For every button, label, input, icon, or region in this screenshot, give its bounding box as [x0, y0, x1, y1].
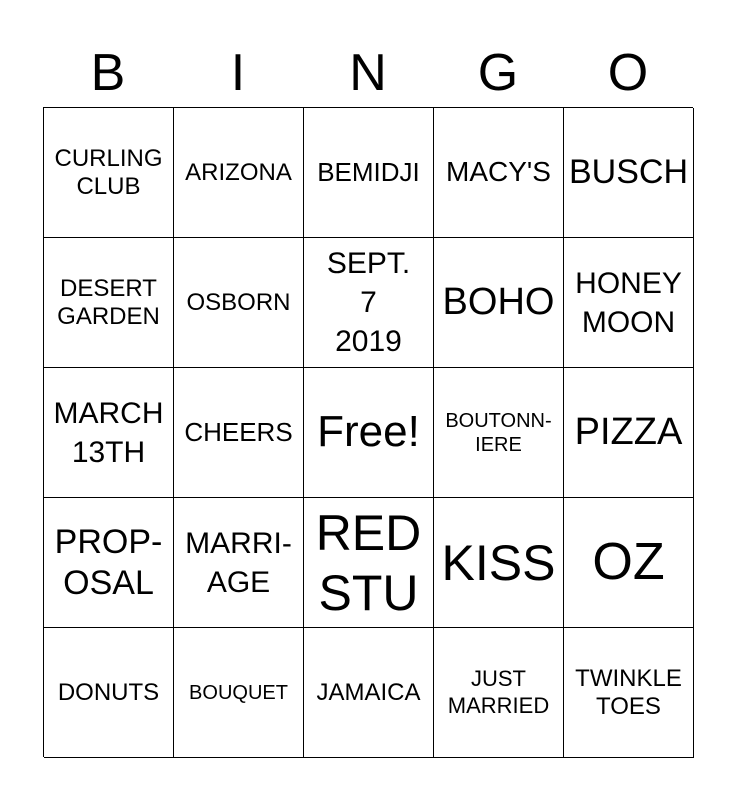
bingo-cell[interactable]: [44, 368, 174, 498]
cell-label: KISS: [441, 534, 556, 591]
header-letter-i: I: [230, 44, 246, 102]
cell-label: OSBORN: [186, 288, 291, 316]
cell-label: SEPT. 7 2019: [326, 247, 411, 358]
cell-label: CHEERS: [184, 417, 293, 448]
cell-label: MACY'S: [446, 156, 551, 188]
bingo-cell[interactable]: [304, 498, 434, 628]
bingo-cell[interactable]: [434, 628, 564, 758]
bingo-cell[interactable]: [304, 628, 434, 758]
bingo-cell[interactable]: [44, 238, 174, 368]
cell-label: BOUQUET: [189, 681, 288, 704]
bingo-cell[interactable]: [44, 108, 174, 238]
cell-label: HONEY MOON: [575, 266, 682, 339]
bingo-cell[interactable]: [174, 108, 304, 238]
bingo-cell[interactable]: [564, 498, 694, 628]
bingo-cell[interactable]: [564, 238, 694, 368]
bingo-cell[interactable]: [434, 238, 564, 368]
bingo-cell[interactable]: [174, 628, 304, 758]
cell-label: PROP- OSAL: [54, 522, 163, 602]
bingo-cell[interactable]: [564, 368, 694, 498]
bingo-cell[interactable]: [434, 368, 564, 498]
bingo-cell[interactable]: [44, 628, 174, 758]
cell-label: DESERT GARDEN: [57, 274, 160, 330]
cell-label: JUST MARRIED: [447, 666, 550, 718]
bingo-header: [43, 40, 693, 106]
header-letter-g: G: [477, 44, 519, 102]
bingo-cell[interactable]: [434, 498, 564, 628]
cell-label: BOHO: [442, 280, 555, 323]
cell-label: MARRI- AGE: [185, 526, 292, 599]
header-letter-o: O: [607, 44, 649, 102]
bingo-cell[interactable]: [174, 368, 304, 498]
bingo-cell[interactable]: [434, 108, 564, 238]
cell-label: BEMIDJI: [317, 157, 420, 188]
cell-label: RED STU: [315, 504, 422, 621]
header-letter-b: B: [90, 44, 126, 102]
cell-label: CURLING CLUB: [54, 144, 163, 200]
bingo-cell[interactable]: [304, 238, 434, 368]
bingo-cell[interactable]: [174, 238, 304, 368]
cell-label: TWINKLE TOES: [575, 664, 682, 720]
bingo-cell[interactable]: [304, 108, 434, 238]
header-letter-n: N: [349, 44, 387, 102]
cell-label: OZ: [592, 532, 665, 591]
bingo-grid: [43, 107, 693, 757]
cell-label: ARIZONA: [185, 158, 292, 186]
cell-label: DONUTS: [57, 678, 160, 706]
cell-label: PIZZA: [574, 410, 683, 453]
bingo-cell[interactable]: [564, 628, 694, 758]
cell-label: MARCH 13TH: [53, 396, 164, 469]
bingo-cell[interactable]: [174, 498, 304, 628]
cell-label: JAMAICA: [316, 678, 421, 706]
cell-label: BOUTONN- IERE: [445, 409, 552, 456]
bingo-cell[interactable]: [564, 108, 694, 238]
free-space-label: Free!: [317, 407, 420, 457]
bingo-cell[interactable]: [44, 498, 174, 628]
bingo-cell free-space[interactable]: [304, 368, 434, 498]
cell-label: BUSCH: [568, 153, 689, 192]
